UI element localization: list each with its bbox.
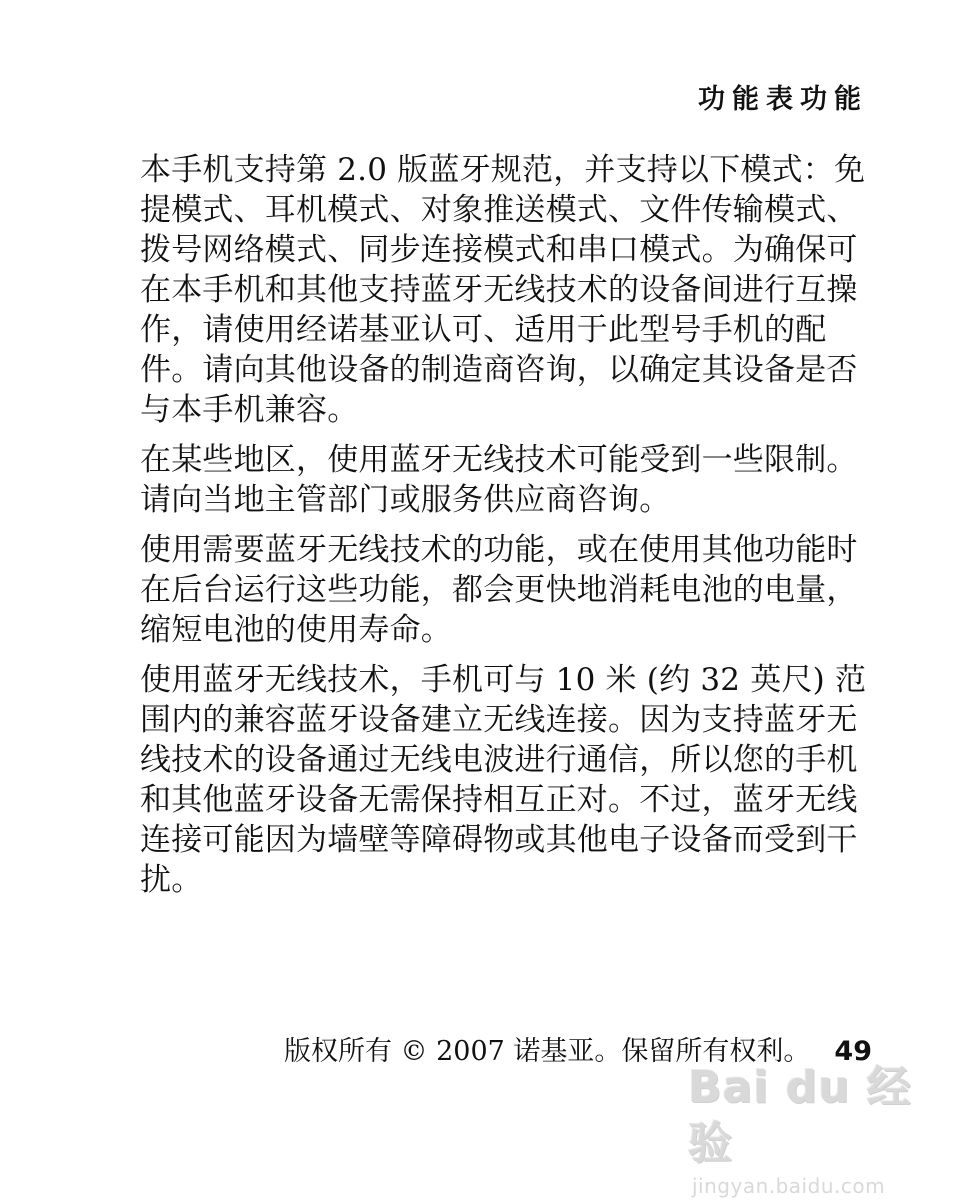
watermark <box>688 1060 928 1198</box>
section-title: 功能表功能 <box>698 84 868 115</box>
body-text <box>140 150 878 910</box>
paragraph-regional-restrictions: 在某些地区，使用蓝牙无线技术可能受到一些限制。请向当地主管部门或服务供应商咨询。 <box>140 442 858 518</box>
page-number: 49 <box>834 1036 872 1067</box>
watermark-logo: Bai du 经验 <box>688 1062 912 1169</box>
watermark-url: jingyan.baidu.com <box>692 1174 886 1198</box>
paragraph-battery-usage: 使用需要蓝牙无线技术的功能，或在使用其他功能时在后台运行这些功能，都会更快地消耗电池的电量，缩短电池的使用寿命。 <box>140 532 858 648</box>
copyright-notice: 版权所有 © 2007 诺基亚。保留所有权利。 <box>283 1036 811 1067</box>
paragraph-bluetooth-profiles: 本手机支持第 2.0 版蓝牙规范，并支持以下模式：免提模式、耳机模式、对象推送模式、文件传输模式、拨号网络模式、同步连接模式和串口模式。为确保可在本手机和其他支持蓝牙无线技术的设备间进行互操作，请使用经诺基亚认可、适用于此型号手机的配件。请向其他设备的制造商咨询，以确定其设备是否与本手机兼容。 <box>140 152 866 428</box>
paragraph-range-and-interference: 使用蓝牙无线技术，手机可与 10 米 (约 32 英尺) 范围内的兼容蓝牙设备建立无线连接。因为支持蓝牙无线技术的设备通过无线电波进行通信，所以您的手机和其他蓝牙设备无需保持相互正对。不过，蓝牙无线连接可能因为墙壁等障碍物或其他电子设备而受到干扰。 <box>140 662 867 898</box>
